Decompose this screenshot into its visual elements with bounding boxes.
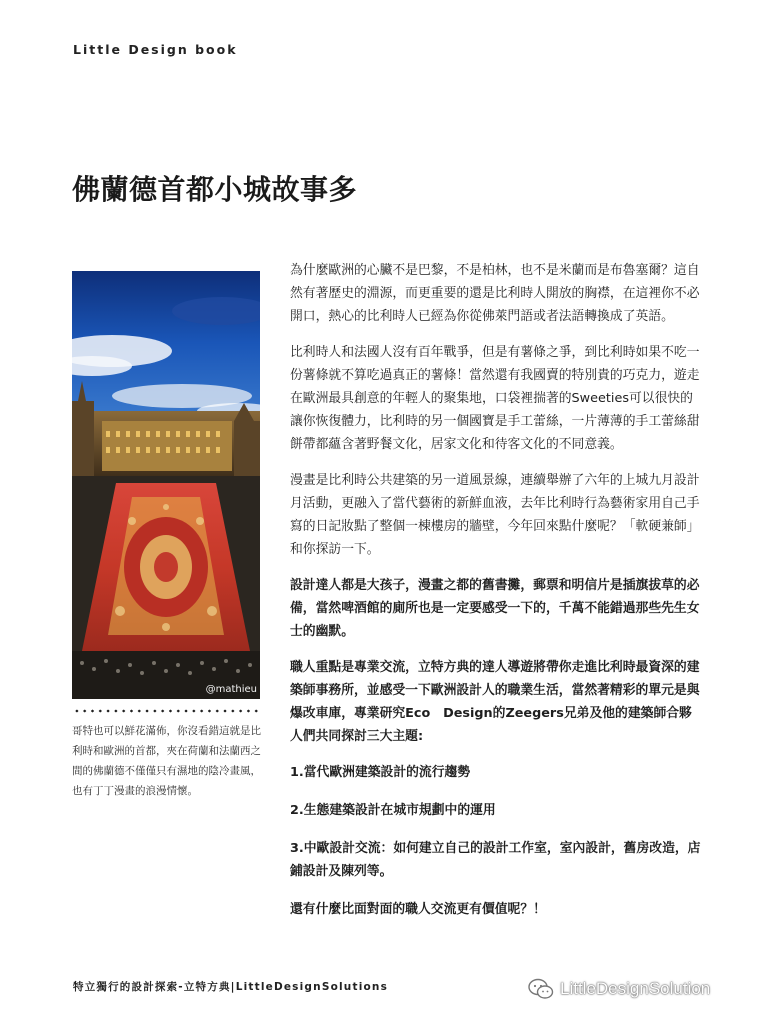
footer-account (528, 978, 710, 1000)
article-closing: 還有什麼比面對面的職人交流更有價值呢？！ (290, 902, 546, 917)
topic-item: 2.生態建築設計在城市規劃中的運用 (290, 803, 496, 818)
article-paragraph-2: 比利時人和法國人沒有百年戰爭，但是有薯條之爭，到比利時如果不吃一份薯條就不算吃過真正的薯條！當然還有我國賣的特別貴的巧克力，遊走在歐洲最具創意的年輕人的聚集地，口袋裡揣著的Sweeties可以很快的讓你恢復體力，比利時的另一個國寶是手工蕾絲，一片薄薄的手工蕾絲甜餅帶都蘊含著野餐文化，居家文化和待客文化的不同意義。 (290, 345, 700, 452)
photo-watermark: @mathieu (205, 684, 257, 695)
wechat-icon (528, 978, 554, 1000)
footer-slogan: 特立獨行的設計探索-立特方典|LittleDesignSolutions (73, 981, 389, 993)
article-paragraph-5: 職人重點是專業交流，立特方典的達人導遊將帶你走進比利時最資深的建築師事務所，並感受一下歐洲設計人的職業生活，當然著精彩的單元是與爆改車庫，專業研究Eco Design的Zeegers兄弟及他的建築師合夥人們共同探討三大主題: (290, 660, 700, 744)
grand-place-photo (72, 271, 260, 699)
topic-item: 3.中歐設計交流：如何建立自己的設計工作室，室內設計，舊房改造，店鋪設計及陳列等。 (290, 841, 701, 879)
photo-caption: 哥特也可以鮮花滿佈，你沒看錯這就是比利時和歐洲的首都，夾在荷蘭和法蘭西之間的佛蘭德不僅僅只有濕地的陰冷畫風，也有丁丁漫畫的浪漫情懷。 (72, 725, 261, 797)
dotted-divider (73, 709, 260, 713)
article-paragraph-4: 設計達人都是大孩子，漫畫之都的舊書攤，郵票和明信片是插旗拔草的必備，當然啤酒館的廁所也是一定要感受一下的，千萬不能錯過那些先生女士的幽默。 (290, 578, 700, 639)
header-brand: Little Design book (73, 42, 238, 57)
article-body (290, 259, 702, 934)
article-paragraph-1: 為什麼歐洲的心臟不是巴黎，不是柏林，也不是米蘭而是布魯塞爾？這自然有著歷史的淵源，而更重要的還是比利時人開放的胸襟，在這裡你不必開口，熱心的比利時人已經為你從佛萊門語或者法語轉換成了英語。 (290, 263, 700, 324)
article-paragraph-3: 漫畫是比利時公共建築的另一道風景線，連續舉辦了六年的上城九月設計月活動，更融入了當代藝術的新鮮血液，去年比利時行為藝術家用自己手寫的日記妝點了整個一棟樓房的牆壁，今年回來點什麼呢？「軟硬兼師」和你探訪一下。 (290, 473, 700, 557)
footer-account-name: LittleDesignSolution (560, 979, 711, 998)
topic-item: 1.當代歐洲建築設計的流行趨勢 (290, 765, 471, 780)
page-title: 佛蘭德首都小城故事多 (72, 173, 358, 206)
